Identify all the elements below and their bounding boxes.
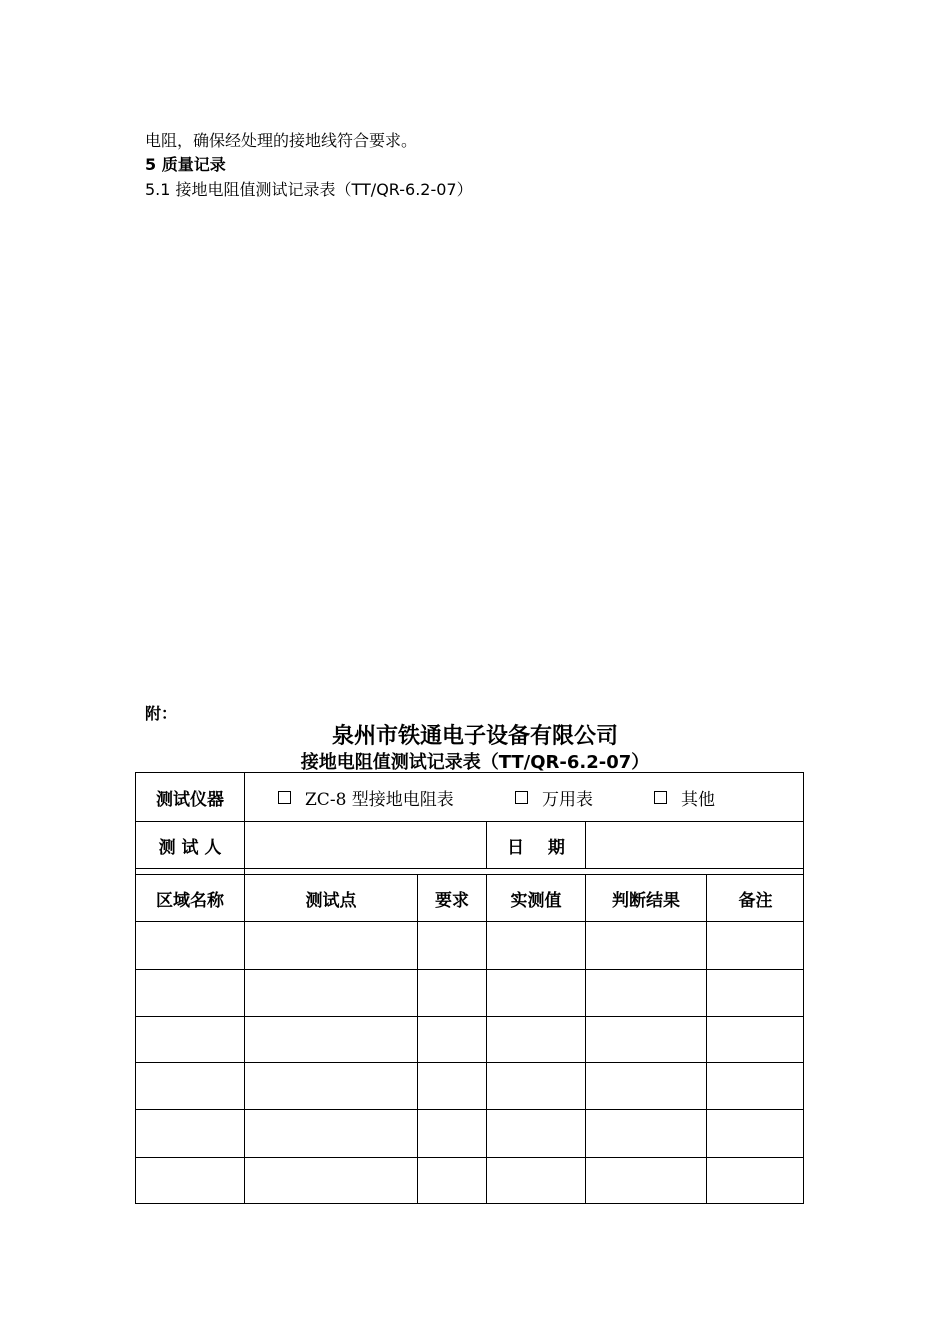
date-field[interactable] [586, 822, 804, 868]
col-header-remarks: 备注 [738, 890, 773, 911]
table-cell[interactable] [136, 970, 244, 1016]
option-multimeter-label: 万用表 [542, 790, 593, 810]
tester-label: 测 试 人 [158, 837, 222, 858]
company-name: 泉州市铁通电子设备有限公司 [331, 724, 618, 749]
table-cell[interactable] [245, 1017, 417, 1062]
table-cell[interactable] [487, 922, 585, 969]
table-cell[interactable] [707, 1158, 804, 1203]
table-cell[interactable] [586, 922, 706, 969]
tester-field[interactable] [245, 822, 486, 868]
form-title: 接地电阻值测试记录表（TT/QR-6.2-07） [300, 752, 650, 773]
table-cell[interactable] [418, 1017, 486, 1062]
record-item: 5.1 接地电阻值测试记录表（TT/QR-6.2-07） [145, 180, 473, 199]
table-cell[interactable] [707, 1017, 804, 1062]
col-header-test-point: 测试点 [305, 890, 357, 911]
table-cell[interactable] [136, 922, 244, 969]
table-cell[interactable] [586, 1063, 706, 1109]
table-cell[interactable] [586, 970, 706, 1016]
appendix-label: 附： [145, 704, 178, 723]
option-zc8-label: ZC-8 型接地电阻表 [305, 790, 454, 810]
table-cell[interactable] [418, 1110, 486, 1157]
table-cell[interactable] [707, 1110, 804, 1157]
table-cell[interactable] [586, 1017, 706, 1062]
table-cell[interactable] [245, 970, 417, 1016]
checkbox-icon[interactable] [278, 791, 291, 804]
table-cell[interactable] [707, 970, 804, 1016]
table-cell[interactable] [487, 970, 585, 1016]
checkbox-icon[interactable] [515, 791, 528, 804]
table-cell[interactable] [136, 1110, 244, 1157]
table-cell[interactable] [245, 1063, 417, 1109]
col-header-requirement: 要求 [435, 890, 469, 911]
table-cell[interactable] [245, 1110, 417, 1157]
table-cell[interactable] [418, 922, 486, 969]
col-header-judgement: 判断结果 [612, 890, 680, 911]
table-cell[interactable] [487, 1110, 585, 1157]
body-paragraph: 电阻，确保经处理的接地线符合要求。 [145, 131, 418, 150]
checkbox-icon[interactable] [654, 791, 667, 804]
col-header-measured: 实测值 [510, 890, 562, 911]
table-cell[interactable] [586, 1158, 706, 1203]
table-cell[interactable] [586, 1110, 706, 1157]
col-header-area: 区域名称 [156, 890, 224, 911]
table-cell[interactable] [418, 1158, 486, 1203]
table-cell[interactable] [418, 970, 486, 1016]
option-zc8[interactable] [278, 785, 454, 810]
table-cell[interactable] [487, 1158, 585, 1203]
table-cell[interactable] [136, 1063, 244, 1109]
date-label: 日 期 [507, 837, 565, 858]
table-cell[interactable] [136, 1017, 244, 1062]
table-cell[interactable] [707, 922, 804, 969]
table-cell[interactable] [245, 1158, 417, 1203]
instrument-label: 测试仪器 [156, 789, 224, 810]
table-cell[interactable] [487, 1017, 585, 1062]
option-multimeter[interactable] [515, 785, 593, 810]
table-cell[interactable] [487, 1063, 585, 1109]
table-cell[interactable] [418, 1063, 486, 1109]
table-cell[interactable] [136, 1158, 244, 1203]
table-cell[interactable] [707, 1063, 804, 1109]
table-cell[interactable] [245, 922, 417, 969]
option-other-label: 其他 [681, 790, 715, 810]
option-other[interactable] [654, 785, 715, 810]
section-heading: 5 质量记录 [145, 155, 226, 174]
